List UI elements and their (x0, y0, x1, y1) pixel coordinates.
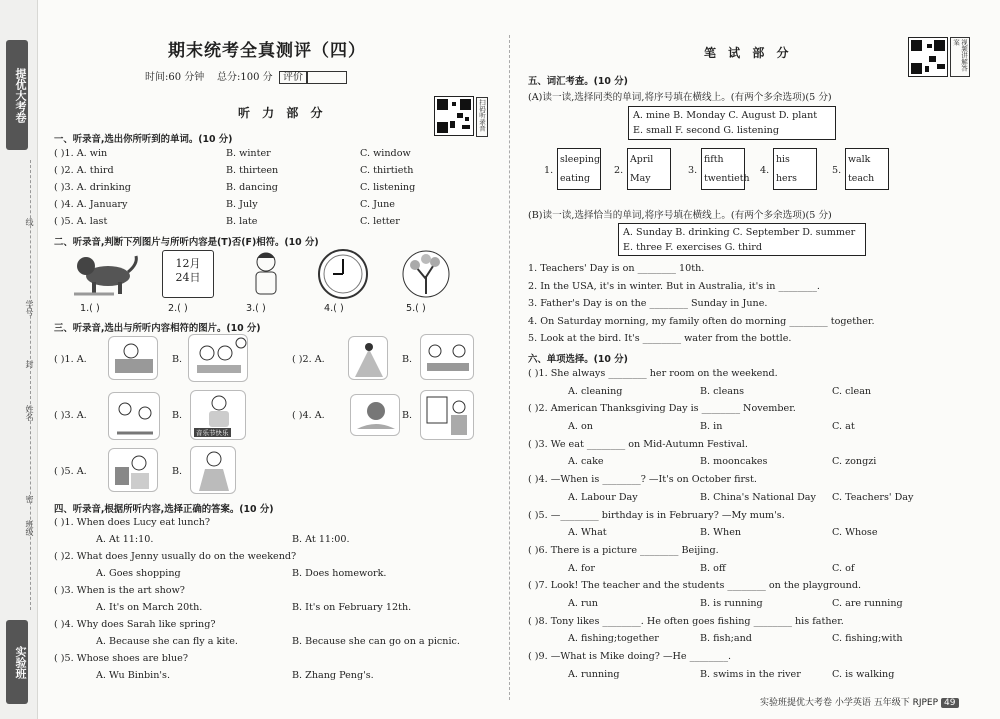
s4-options (54, 568, 494, 585)
rating-box[interactable] (307, 71, 347, 84)
s1-row (54, 165, 474, 182)
s6-option-c[interactable]: C. of (832, 562, 855, 574)
dog-picture (70, 250, 140, 300)
s6-question: ( )6. There is a picture ________ Beijing. (528, 544, 719, 556)
group-word-1: April (630, 154, 654, 165)
s5-title: 五、词汇考查。(10 分) (528, 76, 628, 87)
s3-q2-picture-b (420, 334, 474, 380)
brand-label-bottom: 实验班 (6, 620, 28, 704)
s4-options (54, 602, 494, 619)
s4-options (54, 670, 494, 687)
s3-q1[interactable]: ( )1. A. (54, 354, 87, 365)
s2-item-4[interactable]: 4.( ) (324, 303, 344, 314)
fill-sentence[interactable]: 4. On Saturday morning, my family often do morning ________ together. (528, 315, 875, 327)
s6-question: ( )4. —When is ________? —It's on October first. (528, 474, 757, 486)
page-number: 49 (941, 698, 958, 708)
group-word-2: eating (560, 173, 590, 184)
s6-option-b[interactable]: B. cleans (700, 385, 745, 397)
s6-options (528, 669, 978, 687)
s6-option-c[interactable]: C. Teachers' Day (832, 491, 914, 503)
s6-options (528, 527, 978, 545)
s6-option-a[interactable]: A. fishing;together (568, 633, 659, 645)
s2-item-1[interactable]: 1.( ) (80, 303, 100, 314)
page-title: 期末统考全真测评（四） (168, 41, 366, 61)
word-groups (544, 148, 884, 192)
group-number: 3. (688, 165, 698, 176)
s6-question: ( )9. —What is Mike doing? —He ________. (528, 651, 732, 662)
group-box (845, 148, 889, 190)
s6-question: ( )8. Tony likes ________. He often goes fishing ________ his father. (528, 615, 844, 627)
s6-option-b[interactable]: B. in (700, 421, 723, 433)
answer-qr-code[interactable] (908, 37, 948, 77)
s1-row (54, 182, 474, 199)
s3-q1-picture-a (108, 336, 158, 380)
s6-option-b[interactable]: B. China's National Day (700, 491, 816, 503)
s3-q3-b[interactable]: B. (172, 410, 183, 421)
s6-question: ( )1. She always ________ her room on the weekend. (528, 368, 778, 379)
spine-label-line: 线 (25, 218, 34, 226)
s6-options (528, 456, 978, 474)
s6-question: ( )7. Look! The teacher and the students ________ on the playground. (528, 580, 862, 592)
s4-options (54, 534, 494, 551)
s1-title: 一、听录音,选出你所听到的单词。(10 分) (54, 134, 233, 145)
group-word-1: sleeping (560, 154, 600, 165)
word-bank-b (618, 223, 866, 256)
s4-option-a[interactable]: A. Wu Binbin's. (96, 670, 171, 681)
time-limit: 时间:60 分钟 (145, 72, 205, 83)
s6-option-a[interactable]: A. cleaning (568, 385, 623, 397)
s3-q4-picture-a (350, 394, 400, 436)
s6-option-b[interactable]: B. fish;and (700, 633, 752, 645)
s4-question: ( )4. Why does Sarah like spring? (54, 619, 216, 630)
s5b-title: (B)读一读,选择恰当的单词,将序号填在横线上。(有两个多余选项)(5 分) (528, 210, 832, 221)
calendar-picture (162, 250, 214, 298)
group-box (773, 148, 817, 190)
s6-options (528, 633, 978, 651)
word-bank-b-row-1: A. Sunday B. drinking C. September D. summer (623, 227, 856, 238)
s6-option-a[interactable]: A. running (568, 668, 620, 680)
word-bank-a-row-2: E. small F. second G. listening (633, 125, 779, 136)
calendar-day: 24日 (175, 271, 201, 284)
s3-q3-picture-a (108, 392, 160, 440)
answer-qr-label: 视频讲解答案 (950, 37, 970, 77)
s3-title: 三、听录音,选出与所听内容相符的图片。(10 分) (54, 323, 261, 334)
s1-option-b[interactable]: B. late (226, 216, 258, 227)
s6-option-a[interactable]: A. cake (568, 456, 604, 468)
s4-option-a[interactable]: A. Because she can fly a kite. (96, 636, 238, 647)
s2-item-2[interactable]: 2.( ) (168, 303, 188, 314)
fill-sentence[interactable]: 5. Look at the bird. It's ________ water from the bottle. (528, 333, 792, 344)
group-word-1: fifth (704, 154, 724, 165)
s4-option-b[interactable]: B. Zhang Peng's. (292, 670, 374, 681)
s6-option-c[interactable]: C. at (832, 421, 855, 433)
listening-qr-label: 扫码听录音 (476, 97, 488, 137)
s4-option-b[interactable]: B. At 11:00. (292, 534, 350, 545)
group-number: 1. (544, 165, 554, 176)
s1-option-c[interactable]: C. June (360, 199, 395, 210)
s6-option-b[interactable]: B. off (700, 562, 726, 574)
s6-option-a[interactable]: A. Labour Day (568, 491, 638, 503)
s4-option-a[interactable]: A. At 11:10. (96, 534, 154, 545)
group-word-1: his (776, 154, 790, 165)
page-divider (509, 35, 510, 700)
footer-text: 实验班提优大考卷 小学英语 五年级下 RJPEP (760, 698, 939, 708)
word-bank-b-row-2: E. three F. exercises G. third (623, 242, 763, 253)
s4-title: 四、听录音,根据所听内容,选择正确的答案。(10 分) (54, 504, 274, 515)
s1-list (54, 148, 474, 233)
clock-picture (316, 247, 370, 301)
word-bank-a (628, 106, 836, 140)
s6-option-c[interactable]: C. clean (832, 385, 872, 397)
s6-option-b[interactable]: B. is running (700, 597, 763, 609)
s5a-title: (A)读一读,选择同类的单词,将序号填在横线上。(有两个多余选项)(5 分) (528, 92, 832, 103)
group-box (557, 148, 601, 190)
fill-sentence[interactable]: 3. Father's Day is on the ________ Sunday in June. (528, 298, 768, 309)
group-word-2: twentieth (704, 173, 750, 184)
s6-option-c[interactable]: C. is walking (832, 668, 895, 680)
s2-item-5[interactable]: 5.( ) (406, 303, 426, 314)
s3-q4-picture-b (420, 390, 474, 440)
s4-option-a[interactable]: A. It's on March 20th. (96, 602, 203, 613)
word-bank-a-row-1: A. mine B. Monday C. August D. plant (633, 110, 818, 121)
s6-option-b[interactable]: B. swims in the river (700, 668, 801, 680)
group-box (627, 148, 671, 190)
s1-option-c[interactable]: C. letter (360, 216, 400, 227)
group-box (701, 148, 750, 190)
s3-q5-picture-b (190, 446, 236, 494)
s6-question: ( )2. American Thanksgiving Day is ________ November. (528, 403, 796, 415)
s1-option-b[interactable]: B. thirteen (226, 165, 279, 176)
s1-option-c[interactable]: C. thirtieth (360, 165, 414, 176)
group-word-2: hers (776, 173, 797, 184)
s6-option-b[interactable]: B. mooncakes (700, 456, 768, 468)
s4-options (54, 636, 494, 653)
group-number: 2. (614, 165, 624, 176)
s3-q3[interactable]: ( )3. A. (54, 410, 87, 421)
s3-q5-b[interactable]: B. (172, 466, 183, 477)
s6-option-c[interactable]: C. Whose (832, 527, 878, 539)
s3-q5[interactable]: ( )5. A. (54, 466, 87, 477)
exam-meta (145, 68, 347, 84)
s3-q1-picture-b (188, 334, 248, 382)
calendar-month: 12月 (175, 257, 201, 270)
spine-label-seal: 封 (25, 360, 34, 368)
group-word-2: teach (848, 173, 875, 184)
s3-q3-picture-b (190, 390, 246, 440)
s6-option-a[interactable]: A. run (568, 597, 598, 609)
s3-q1-b[interactable]: B. (172, 354, 183, 365)
fill-sentence[interactable]: 1. Teachers' Day is on ________ 10th. (528, 263, 705, 274)
s3-q2-b[interactable]: B. (402, 354, 413, 365)
s6-list (528, 368, 978, 686)
binding-spine (0, 0, 38, 719)
spine-label-name: 姓名 (25, 405, 34, 421)
s3-q4[interactable]: ( )4. A. (292, 410, 325, 421)
s6-options (528, 563, 978, 581)
group-word-1: walk (848, 154, 871, 165)
s6-question: ( )5. —________ birthday is in February? —My mum's. (528, 509, 785, 521)
s1-option-a[interactable]: ( )4. A. January (54, 199, 128, 210)
s6-options (528, 492, 978, 510)
s1-option-c[interactable]: C. window (360, 148, 411, 159)
s3-q2-picture-a (348, 336, 388, 380)
s6-option-b[interactable]: B. When (700, 527, 742, 539)
s4-list (54, 517, 494, 687)
s3-q5-picture-a (108, 448, 158, 492)
s6-options (528, 421, 978, 439)
s3-q2[interactable]: ( )2. A. (292, 354, 325, 365)
s3-q4-b[interactable]: B. (402, 410, 413, 421)
group-word-2: May (630, 173, 651, 184)
s6-option-a[interactable]: A. for (568, 562, 595, 574)
page-footer (760, 695, 959, 708)
s6-question: ( )3. We eat ________ on Mid-Autumn Festival. (528, 438, 748, 450)
spine-label-secret: 密 (25, 495, 34, 503)
s1-option-b[interactable]: B. winter (226, 148, 271, 159)
s1-option-b[interactable]: B. dancing (226, 182, 278, 193)
girl-picture (248, 250, 284, 300)
s4-option-a[interactable]: A. Goes shopping (96, 568, 181, 579)
s4-question: ( )2. What does Jenny usually do on the weekend? (54, 551, 297, 562)
group-number: 4. (760, 165, 770, 176)
spine-label-id: 学号 (25, 300, 34, 316)
s4-question: ( )5. Whose shoes are blue? (54, 653, 188, 664)
s1-option-a[interactable]: ( )1. A. win (54, 148, 108, 159)
fill-sentence[interactable]: 2. In the USA, it's in winter. But in Australia, it's in ________. (528, 280, 820, 292)
s6-option-c[interactable]: C. zongzi (832, 456, 877, 468)
s1-option-a[interactable]: ( )2. A. third (54, 165, 114, 176)
total-score: 总分:100 分 (217, 72, 273, 83)
s6-options (528, 386, 978, 404)
writing-heading: 笔 试 部 分 (704, 46, 793, 60)
rating-label: 评价 (279, 71, 307, 84)
s1-option-b[interactable]: B. July (226, 199, 258, 210)
s6-title: 六、单项选择。(10 分) (528, 354, 628, 365)
s4-option-b[interactable]: B. Because she can go on a picnic. (292, 636, 460, 647)
s2-item-3[interactable]: 3.( ) (246, 303, 266, 314)
cut-line (30, 160, 31, 610)
s6-option-a[interactable]: A. on (568, 421, 593, 433)
s1-row (54, 199, 474, 216)
s4-question: ( )1. When does Lucy eat lunch? (54, 517, 211, 528)
listening-heading: 听 力 部 分 (238, 106, 327, 120)
group-number: 5. (832, 165, 842, 176)
s6-option-c[interactable]: C. fishing;with (832, 633, 903, 645)
s6-options (528, 598, 978, 616)
s4-option-b[interactable]: B. Does homework. (292, 568, 387, 579)
s4-option-b[interactable]: B. It's on February 12th. (292, 602, 412, 613)
spine-label-class: 班级 (25, 520, 34, 536)
s1-option-c[interactable]: C. listening (360, 182, 416, 193)
music-festival-sign: 音乐节快乐 (196, 429, 229, 437)
s4-question: ( )3. When is the art show? (54, 585, 185, 596)
s6-option-c[interactable]: C. are running (832, 597, 903, 609)
s1-option-a[interactable]: ( )3. A. drinking (54, 182, 131, 193)
s2-title: 二、听录音,判断下列图片与所听内容是(T)否(F)相符。(10 分) (54, 237, 319, 248)
s1-option-a[interactable]: ( )5. A. last (54, 216, 108, 227)
fill-sentences (528, 263, 978, 351)
tree-picture (401, 249, 451, 299)
brand-label-top: 提优大考卷 (6, 40, 28, 150)
s6-option-a[interactable]: A. What (568, 527, 607, 539)
s1-row (54, 216, 474, 233)
listening-qr-code[interactable] (434, 96, 474, 136)
s1-row (54, 148, 474, 165)
